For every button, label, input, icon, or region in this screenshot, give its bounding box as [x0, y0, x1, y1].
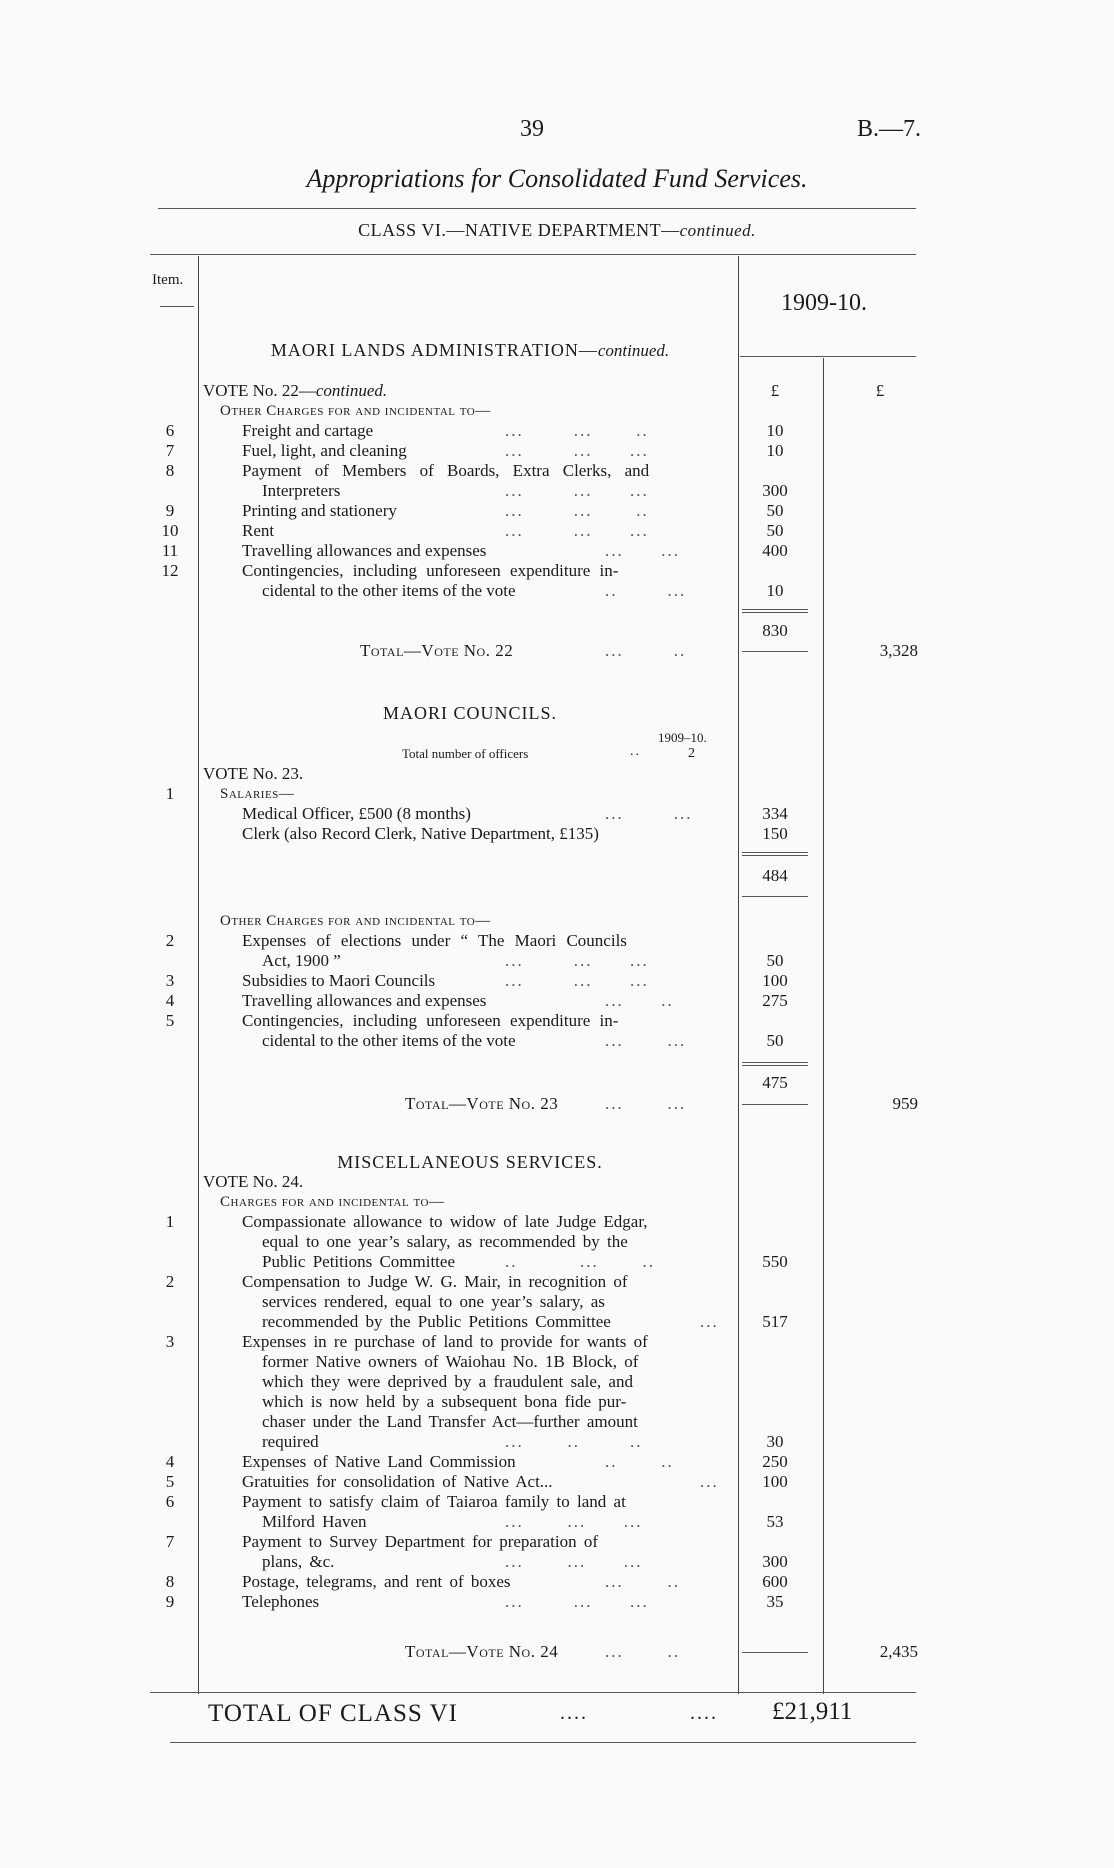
- list-item: [0, 1031, 1114, 1051]
- item-text: Telephones: [242, 1592, 320, 1611]
- charges-heading-line: [0, 911, 1114, 931]
- leader-dots: ... ..: [605, 641, 687, 660]
- leader-dots: ..: [630, 744, 641, 759]
- maori-lands-heading-suffix: continued.: [597, 341, 670, 360]
- item-text: Compensation to Judge W. G. Mair, in recognition of: [242, 1272, 628, 1291]
- year-header-rule: [740, 356, 916, 357]
- item-number: 9: [165, 1592, 175, 1611]
- list-item: [0, 1452, 1114, 1472]
- leader-dots: ... ... ..: [505, 501, 649, 520]
- charges-heading-line: [0, 1192, 1114, 1212]
- item-text: cidental to the other items of the vote: [262, 1031, 516, 1050]
- vote-22-label: VOTE No. 22—: [203, 381, 316, 400]
- item-text: Payment of Members of Boards, Extra Clerks, and: [242, 461, 650, 480]
- list-item: [0, 1252, 1114, 1272]
- item-amount: 517: [762, 1312, 788, 1331]
- vote-22-line: [0, 381, 1114, 401]
- list-item: [0, 1412, 1114, 1432]
- leader-dots: ... ... ...: [505, 1592, 649, 1611]
- list-item: [0, 1592, 1114, 1612]
- section-heading-maori-lands: [200, 340, 740, 361]
- list-item: [0, 931, 1114, 951]
- item-amount: 400: [762, 541, 788, 560]
- vote-23-label: VOTE No. 23.: [203, 764, 304, 783]
- item-text: Contingencies, including unforeseen expenditure in-: [242, 1011, 619, 1030]
- item-text: Gratuities for consolidation of Native Act...: [242, 1472, 553, 1491]
- councils-year: 1909–10.: [658, 730, 707, 745]
- class-total-amount: £21,911: [772, 1698, 853, 1725]
- total-23-label: Total—Vote No. 23: [405, 1094, 559, 1113]
- item-header-rule: [160, 306, 194, 307]
- item-amount: 30: [766, 1432, 784, 1451]
- list-item: [0, 1232, 1114, 1252]
- subtotal-rule: [742, 896, 808, 897]
- item-text: Freight and cartage: [242, 421, 374, 440]
- list-item: [0, 481, 1114, 501]
- item-column-header: Item.: [152, 272, 184, 288]
- item-number: 4: [165, 991, 175, 1010]
- item-text: Contingencies, including unforeseen expenditure in-: [242, 561, 619, 580]
- vote-22-suffix: continued.: [315, 381, 388, 400]
- list-item: [0, 991, 1114, 1011]
- list-item: [0, 1532, 1114, 1552]
- charges-heading: Charges for and incidental to—: [220, 1194, 445, 1210]
- section-heading-misc: MISCELLANEOUS SERVICES.: [337, 1152, 603, 1172]
- class-total-label: TOTAL OF CLASS VI: [208, 1700, 458, 1727]
- class-total-top-rule: [150, 1692, 916, 1693]
- item-text: equal to one year’s salary, as recommended by the: [262, 1232, 628, 1251]
- list-item: [0, 441, 1114, 461]
- currency-symbol-2: £: [875, 381, 885, 400]
- leader-dots: ... ... ..: [505, 421, 649, 440]
- list-item: [0, 1552, 1114, 1572]
- total-rule: [742, 651, 808, 652]
- item-text: which they were deprived by a fraudulent sale, and: [262, 1372, 633, 1391]
- item-amount: 53: [766, 1512, 784, 1531]
- salaries-heading: Salaries—: [220, 786, 295, 802]
- item-text: Printing and stationery: [242, 501, 397, 520]
- item-text: which is now held by a subsequent bona fide pur-: [262, 1392, 627, 1411]
- maori-lands-heading: MAORI LANDS ADMINISTRATION—: [270, 340, 598, 360]
- list-item: [0, 951, 1114, 971]
- item-text: Milford Haven: [262, 1512, 367, 1531]
- list-item: [0, 1392, 1114, 1412]
- item-text: cidental to the other items of the vote: [262, 581, 516, 600]
- item-text: Rent: [242, 521, 275, 540]
- subtotal-rule: [742, 1065, 808, 1066]
- item-text: Subsidies to Maori Councils: [242, 971, 436, 990]
- list-item: [0, 824, 1114, 844]
- subtotal-23-line: [0, 1073, 1114, 1093]
- list-item: [0, 501, 1114, 521]
- total-24-label: Total—Vote No. 24: [405, 1642, 559, 1661]
- item-number: 7: [165, 1532, 175, 1551]
- charges-heading-line: [0, 401, 1114, 421]
- leader-dots: ... ...: [605, 1094, 687, 1113]
- leader-dots: ... ... ...: [505, 481, 649, 500]
- item-text: former Native owners of Waiohau No. 1B Block, of: [262, 1352, 639, 1371]
- item-number: 7: [165, 441, 175, 460]
- item-number: 1: [165, 1212, 175, 1231]
- item-text: Expenses of elections under “ The Maori Councils: [242, 931, 627, 950]
- item-text: Act, 1900 ”: [262, 951, 341, 970]
- subtotal-rule: [742, 1062, 808, 1063]
- officers-label: Total number of officers: [402, 746, 529, 761]
- leader-dots: ... ... ...: [505, 521, 649, 540]
- leader-dots: ... .. ..: [505, 1432, 643, 1451]
- list-item: [0, 421, 1114, 441]
- year-column-header: 1909-10.: [781, 290, 867, 316]
- item-amount: 334: [762, 804, 788, 823]
- vote-22-heading: [203, 381, 387, 401]
- subtotal-rule: [742, 852, 808, 853]
- list-item: [0, 1011, 1114, 1031]
- subtotal-22: 830: [762, 621, 788, 640]
- subtotal-23: 475: [762, 1073, 788, 1092]
- list-item: [0, 1432, 1114, 1452]
- page-title: Appropriations for Consolidated Fund Services.: [306, 164, 808, 193]
- leader-dots: .. ...: [605, 581, 687, 600]
- salaries-subtotal: 484: [762, 866, 788, 885]
- class-suffix: continued.: [679, 221, 756, 240]
- leader-dots: ...: [700, 1472, 719, 1491]
- item-text: required: [262, 1432, 319, 1451]
- subtotal-rule: [742, 855, 808, 856]
- officers-value: 2: [688, 746, 695, 761]
- leader-dots: .. ..: [605, 1452, 674, 1471]
- list-item: [0, 1492, 1114, 1512]
- charges-heading: Other Charges for and incidental to—: [220, 913, 491, 929]
- item-text: Expenses of Native Land Commission: [242, 1452, 516, 1471]
- total-22: 3,328: [879, 641, 918, 660]
- page-number: 39: [520, 116, 544, 142]
- item-number: 8: [165, 461, 175, 480]
- item-amount: 250: [762, 1452, 788, 1471]
- leader-dots: ... ...: [605, 804, 693, 823]
- subtotal-22-line: [0, 621, 1114, 641]
- item-number: 5: [165, 1472, 175, 1491]
- list-item: [0, 461, 1114, 481]
- item-text: Payment to Survey Department for preparation of: [242, 1532, 599, 1551]
- item-amount: 275: [762, 991, 788, 1010]
- list-item: [0, 1512, 1114, 1532]
- item-number: 4: [165, 1452, 175, 1471]
- leader-dots: ... ... ...: [505, 951, 649, 970]
- list-item: [0, 1212, 1114, 1232]
- leader-dots: ... ..: [605, 1642, 680, 1661]
- total-24-line: [0, 1642, 1114, 1662]
- item-amount: 35: [766, 1592, 784, 1611]
- leader-dots: ... ... ...: [505, 441, 649, 460]
- total-rule: [742, 1104, 808, 1105]
- item-number: 10: [161, 521, 179, 540]
- leader-dots: ... ..: [605, 991, 674, 1010]
- leader-dots: ... ... ...: [505, 1512, 643, 1531]
- total-22-label: Total—Vote No. 22: [360, 641, 514, 660]
- item-text: Payment to satisfy claim of Taiaroa family to land at: [242, 1492, 626, 1511]
- class-total-bottom-rule: [170, 1742, 916, 1743]
- list-item: [0, 521, 1114, 541]
- total-24: 2,435: [879, 1642, 918, 1661]
- section-heading-maori-councils: MAORI COUNCILS.: [382, 703, 557, 723]
- item-amount: 150: [762, 824, 788, 843]
- item-amount: 50: [766, 521, 784, 540]
- item-amount: 300: [762, 1552, 788, 1571]
- total-23-line: [0, 1094, 1114, 1114]
- leader-dots: ... ...: [605, 1031, 687, 1050]
- leader-dots: ... ...: [605, 541, 680, 560]
- item-amount: 50: [766, 501, 784, 520]
- item-text: recommended by the Public Petitions Committee: [262, 1312, 611, 1331]
- item-number: 9: [165, 501, 175, 520]
- list-item: [0, 1352, 1114, 1372]
- item-number: 3: [165, 1332, 175, 1351]
- item-amount: 10: [766, 421, 784, 440]
- total-22-line: [0, 641, 1114, 661]
- item-text: Medical Officer, £500 (8 months): [242, 804, 471, 823]
- table-top-rule: [150, 254, 916, 255]
- item-amount: 600: [762, 1572, 788, 1591]
- class-heading: [0, 220, 1114, 241]
- item-text: Clerk (also Record Clerk, Native Department, £135): [242, 824, 599, 843]
- list-item: [0, 1292, 1114, 1312]
- leader-dots: .. ... ..: [505, 1252, 655, 1271]
- item-amount: 10: [766, 581, 784, 600]
- item-number: 12: [161, 561, 179, 580]
- total-23: 959: [892, 1094, 918, 1113]
- list-item: [0, 1332, 1114, 1352]
- item-text: chaser under the Land Transfer Act—further amount: [262, 1412, 638, 1431]
- item-text: Travelling allowances and expenses: [242, 991, 487, 1010]
- list-item: [0, 1312, 1114, 1332]
- list-item: [0, 804, 1114, 824]
- item-number: 1: [165, 784, 175, 803]
- vote-24-label: VOTE No. 24.: [203, 1172, 304, 1191]
- item-text: Interpreters: [262, 481, 341, 500]
- item-amount: 100: [762, 1472, 788, 1491]
- item-number: 6: [165, 1492, 175, 1511]
- item-amount: 100: [762, 971, 788, 990]
- item-amount: 300: [762, 481, 788, 500]
- item-amount: 550: [762, 1252, 788, 1271]
- item-text: Fuel, light, and cleaning: [242, 441, 407, 460]
- vote-24-line: [0, 1172, 1114, 1192]
- subtotal-rule: [742, 609, 808, 610]
- title-rule: [158, 208, 916, 209]
- item-text: plans, &c.: [262, 1552, 335, 1571]
- leader-dots: ... ..: [605, 1572, 680, 1591]
- list-item: [0, 1272, 1114, 1292]
- item-text: Compassionate allowance to widow of late Judge Edgar,: [242, 1212, 648, 1231]
- leader-dots: ...: [700, 1312, 719, 1331]
- list-item: [0, 1372, 1114, 1392]
- salaries-heading-line: [0, 784, 1114, 804]
- item-text: services rendered, equal to one year’s salary, as: [262, 1292, 605, 1311]
- class-title: CLASS VI.—NATIVE DEPARTMENT—: [358, 220, 680, 240]
- vote-23-line: [0, 764, 1114, 784]
- item-amount: 50: [766, 1031, 784, 1050]
- item-number: 3: [165, 971, 175, 990]
- leader-dots: ... ... ...: [505, 971, 649, 990]
- list-item: [0, 971, 1114, 991]
- item-number: 8: [165, 1572, 175, 1591]
- item-number: 6: [165, 421, 175, 440]
- item-text: Public Petitions Committee: [262, 1252, 455, 1271]
- item-number: 2: [165, 931, 175, 950]
- document-code: B.—7.: [857, 116, 922, 142]
- leader-dots: ... ... ...: [505, 1552, 643, 1571]
- item-text: Travelling allowances and expenses: [242, 541, 487, 560]
- item-amount: 10: [766, 441, 784, 460]
- total-rule: [742, 1652, 808, 1653]
- list-item: [0, 561, 1114, 581]
- subtotal-rule: [742, 612, 808, 613]
- currency-symbol-1: £: [770, 381, 780, 400]
- item-amount: 50: [766, 951, 784, 970]
- list-item: [0, 1572, 1114, 1592]
- item-text: Postage, telegrams, and rent of boxes: [242, 1572, 511, 1591]
- class-total-dots-2: ....: [690, 1702, 718, 1724]
- list-item: [0, 541, 1114, 561]
- item-number: 5: [165, 1011, 175, 1030]
- list-item: [0, 1472, 1114, 1492]
- charges-heading: Other Charges for and incidental to—: [220, 403, 491, 419]
- list-item: [0, 581, 1114, 601]
- item-text: Expenses in re purchase of land to provide for wants of: [242, 1332, 648, 1351]
- salaries-subtotal-line: [0, 866, 1114, 886]
- item-number: 2: [165, 1272, 175, 1291]
- item-number: 11: [161, 541, 179, 560]
- class-total-dots-1: ....: [560, 1702, 588, 1724]
